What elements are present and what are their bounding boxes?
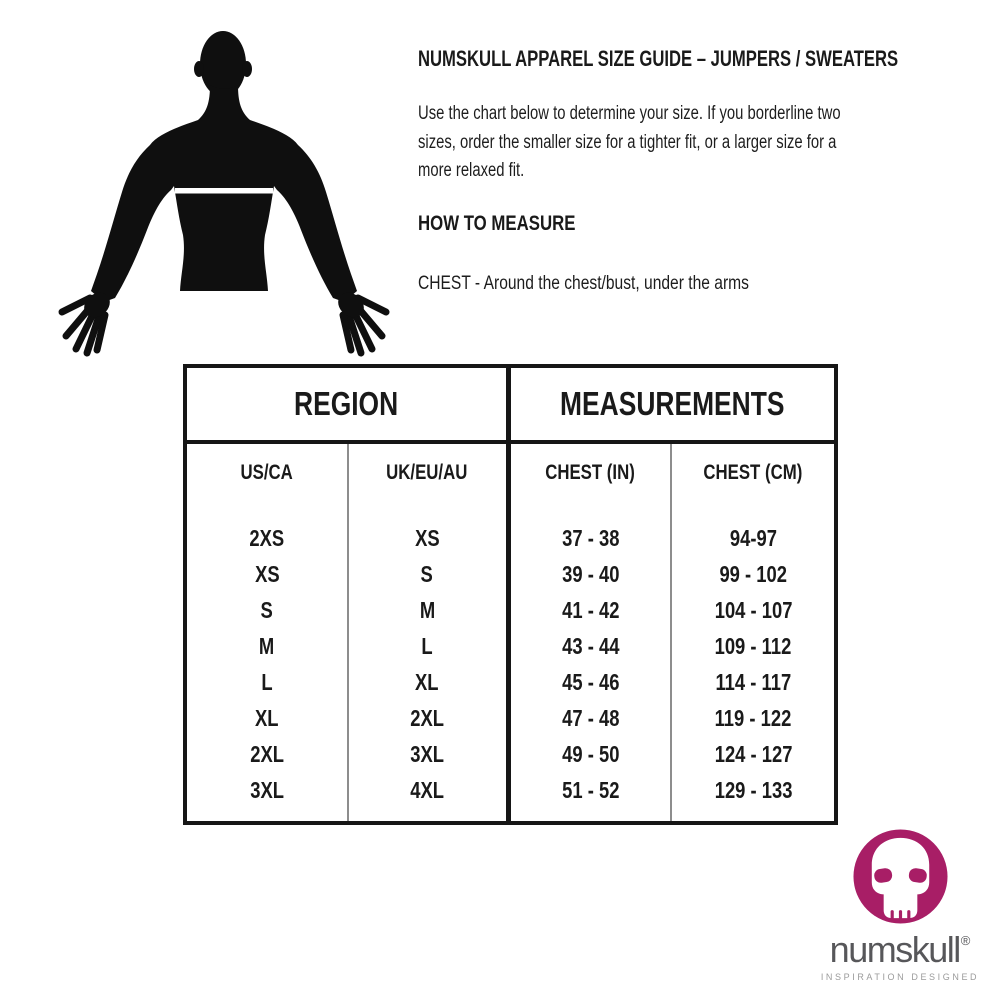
chest-in-cell: 47 - 48 — [511, 700, 673, 736]
brand-tagline: INSPIRATION DESIGNED — [820, 972, 980, 982]
brand-wordmark: numskull® — [829, 929, 971, 970]
page-title — [418, 46, 1000, 72]
uk-eu-au-cell: 4XL — [349, 772, 511, 808]
chest-in-cell: 37 - 38 — [511, 520, 673, 556]
skull-icon — [851, 827, 950, 926]
size-instructions: Use the chart below to determine your size. If you borderline two sizes, order the smaller size for a tighter fit, or a larger size for a more relaxed fit. — [418, 103, 841, 181]
chest-cm-cell: 129 - 133 — [714, 776, 792, 803]
chest-cm-cell: 114 - 117 — [715, 668, 791, 695]
column-header-us-ca: US/CA — [187, 444, 349, 502]
table-row — [187, 736, 834, 772]
chest-cm-cell: 119 - 122 — [714, 704, 792, 731]
us-ca-cell: S — [187, 592, 349, 628]
chest-in-cell: 51 - 52 — [511, 772, 673, 808]
column-header-chest-in: CHEST (IN) — [511, 444, 673, 502]
chest-instruction: CHEST - Around the chest/bust, under the arms — [418, 272, 749, 294]
table-row — [187, 592, 834, 628]
chest-cm-cell: 109 - 112 — [714, 632, 792, 659]
chest-measurement-line — [175, 188, 273, 194]
uk-eu-au-cell: 2XL — [349, 700, 511, 736]
uk-eu-au-cell: M — [349, 592, 511, 628]
us-ca-cell: 3XL — [187, 772, 349, 808]
us-ca-cell: 2XL — [187, 736, 349, 772]
registered-trademark-symbol: ® — [960, 933, 971, 948]
table-row — [187, 556, 834, 592]
size-chart-table — [183, 364, 838, 825]
table-spacer-row — [187, 502, 834, 520]
brand-logo — [810, 827, 990, 982]
chest-measure-silhouette-icon — [40, 25, 410, 360]
region-group-header: REGION — [187, 368, 511, 440]
uk-eu-au-cell: XS — [349, 520, 511, 556]
uk-eu-au-cell: XL — [349, 664, 511, 700]
chest-in-cell: 49 - 50 — [511, 736, 673, 772]
table-row — [187, 664, 834, 700]
us-ca-cell: XL — [187, 700, 349, 736]
column-header-uk-eu-au: UK/EU/AU — [349, 444, 511, 502]
uk-eu-au-cell: 3XL — [349, 736, 511, 772]
us-ca-cell: L — [187, 664, 349, 700]
chest-cm-cell: 124 - 127 — [714, 740, 792, 767]
uk-eu-au-cell: L — [349, 628, 511, 664]
table-row — [187, 520, 834, 556]
table-row — [187, 772, 834, 808]
chest-cm-cell: 99 - 102 — [719, 560, 787, 587]
chest-in-cell: 45 - 46 — [511, 664, 673, 700]
table-column-header-row — [187, 444, 834, 502]
us-ca-cell: XS — [187, 556, 349, 592]
chest-in-cell: 41 - 42 — [511, 592, 673, 628]
table-filler-row — [187, 808, 834, 821]
table-group-header-row — [187, 368, 834, 444]
how-to-measure-heading: HOW TO MEASURE — [418, 212, 576, 235]
page-title-text: NUMSKULL APPAREL SIZE GUIDE – JUMPERS / SWEATERS — [418, 46, 899, 71]
measurements-group-header: MEASUREMENTS — [560, 385, 785, 422]
chest-in-cell: 43 - 44 — [511, 628, 673, 664]
chest-cm-cell: 104 - 107 — [714, 596, 792, 623]
table-row — [187, 628, 834, 664]
us-ca-cell: M — [187, 628, 349, 664]
table-row — [187, 700, 834, 736]
chest-in-cell: 39 - 40 — [511, 556, 673, 592]
us-ca-cell: 2XS — [187, 520, 349, 556]
uk-eu-au-cell: S — [349, 556, 511, 592]
column-header-chest-cm: CHEST (CM) — [703, 461, 803, 484]
chest-cm-cell: 94-97 — [729, 524, 777, 551]
